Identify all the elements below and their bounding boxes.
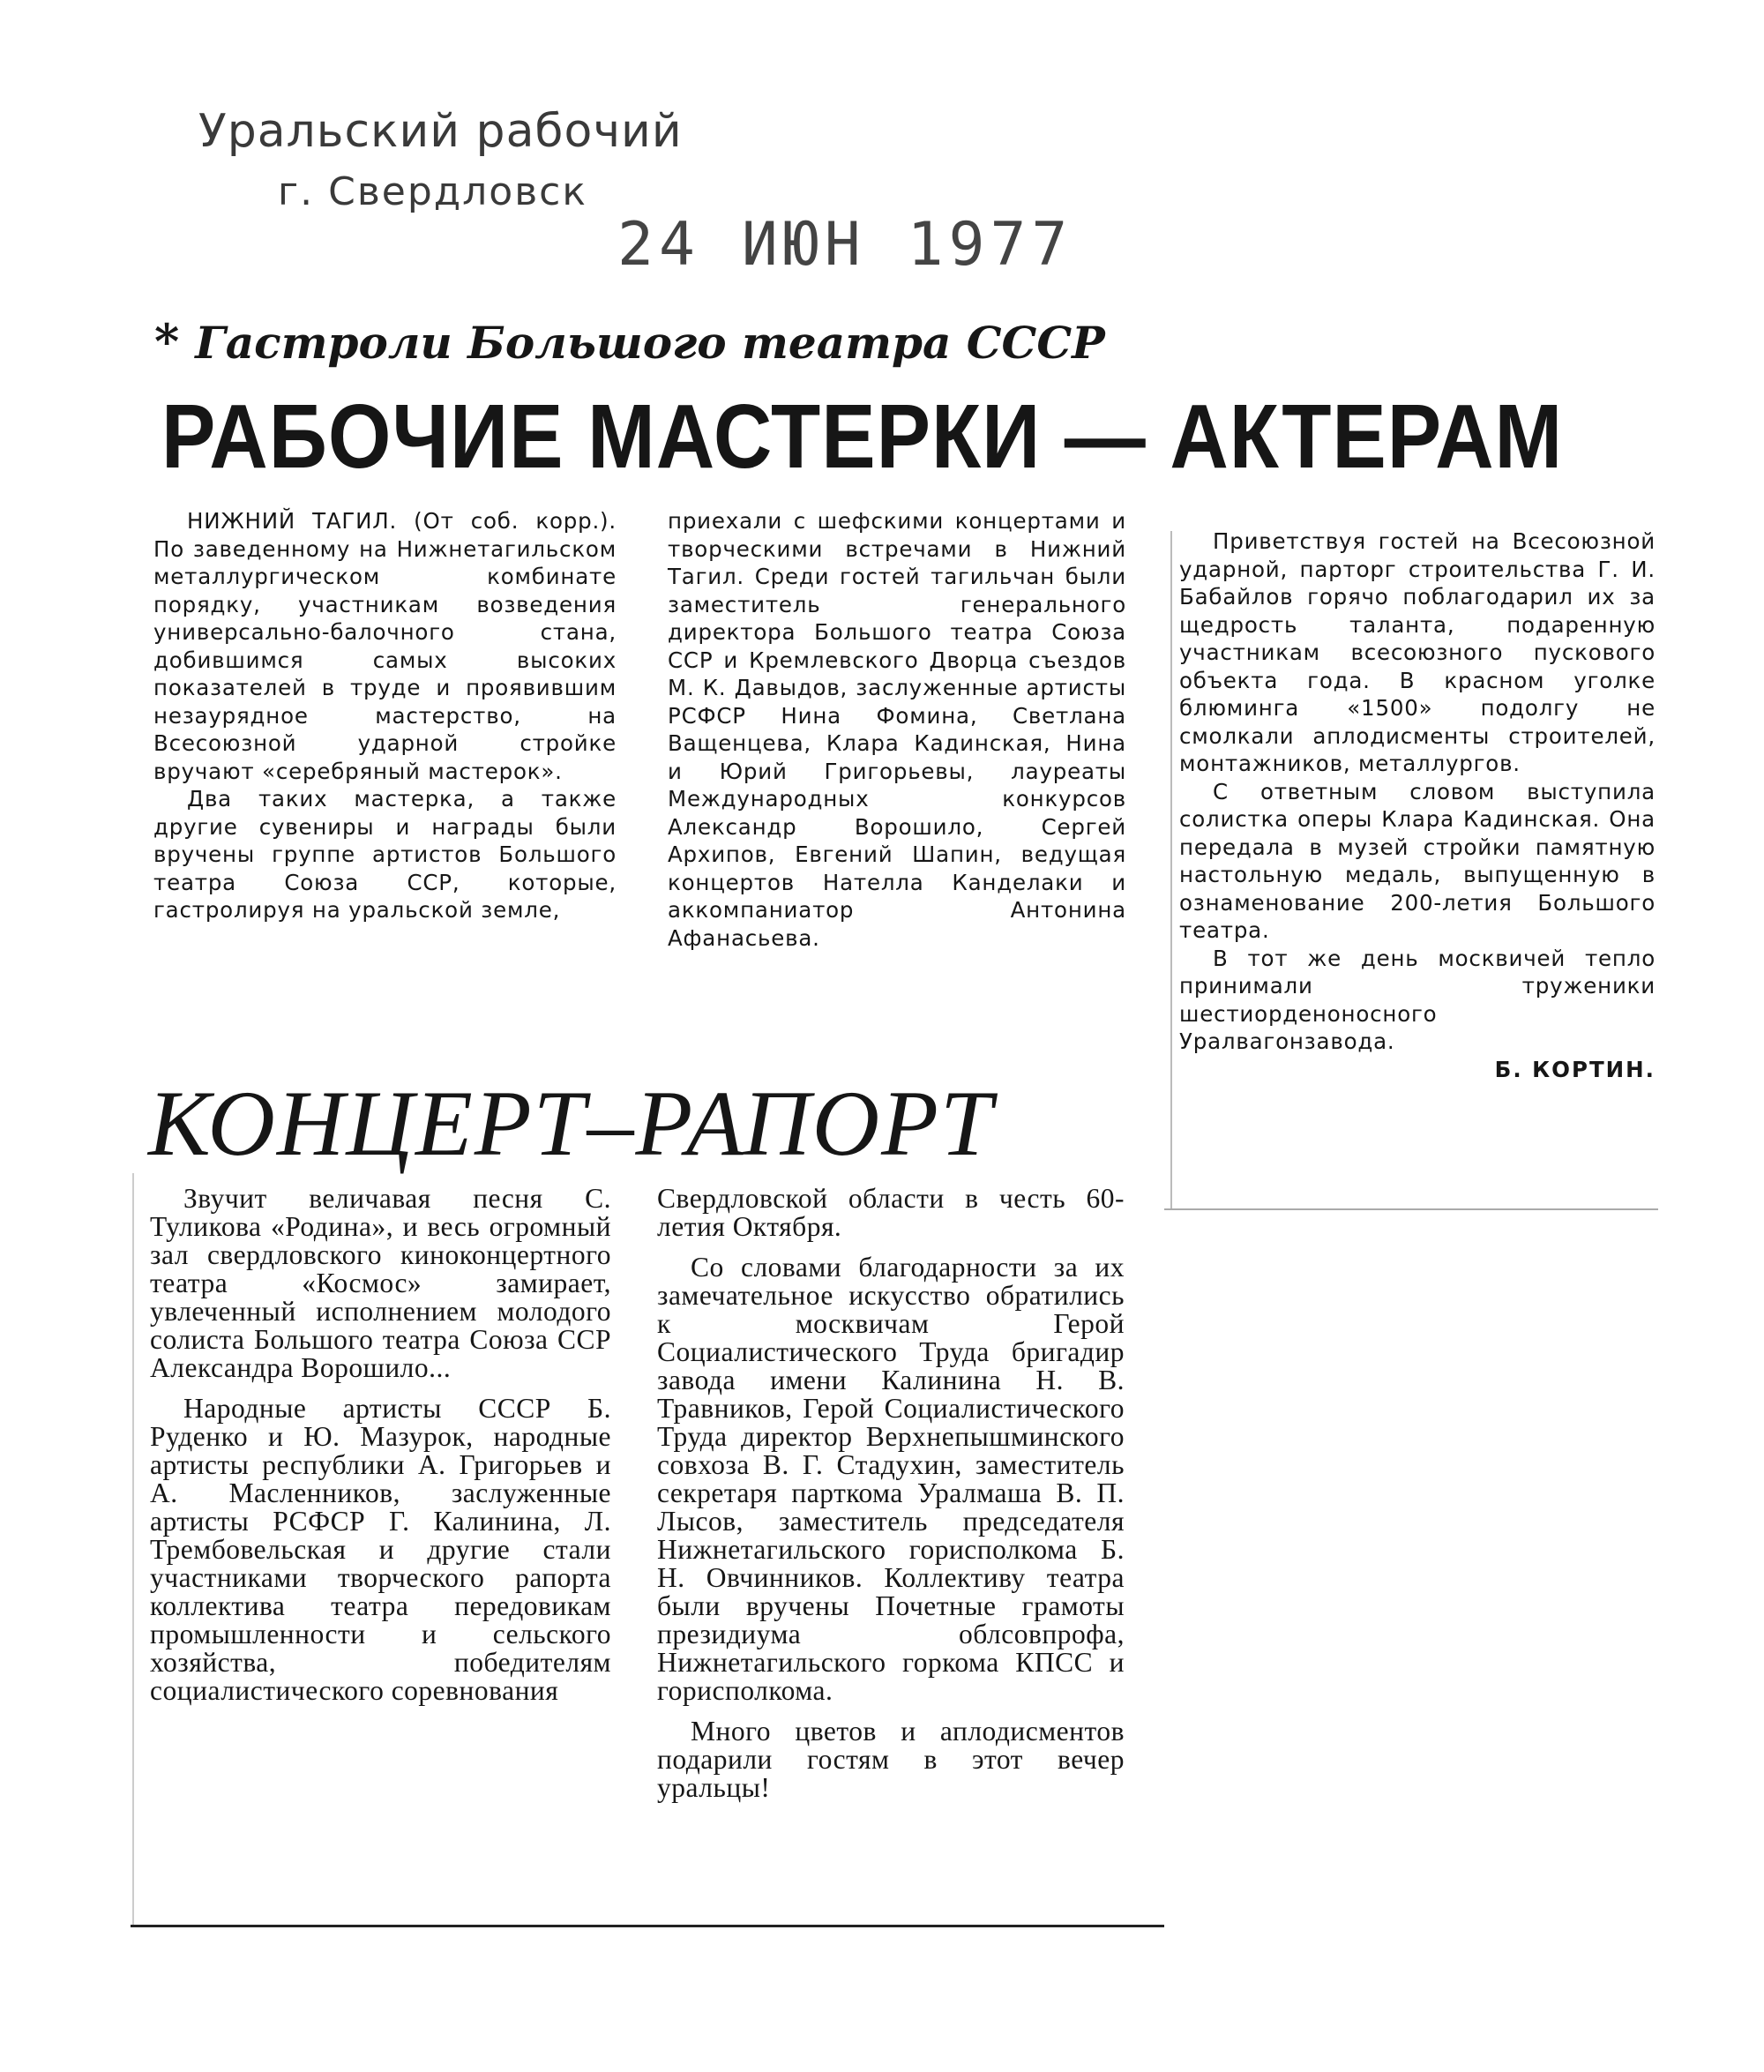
star-icon: * bbox=[154, 313, 180, 370]
paragraph: НИЖНИЙ ТАГИЛ. (От соб. корр.). По заведенному на Нижнетагильском металлургическом комбинате порядку, участникам возведения универсально-балочного стана, добившимся самых высоких показателей в труде и проявившим незаурядное мастерство, на Всесоюзной ударной стройке вручают «серебряный мастерок». bbox=[153, 508, 617, 784]
article1-column-3 bbox=[1179, 527, 1656, 1083]
newspaper-stamp: Уральский рабочий bbox=[198, 105, 683, 158]
clipping-edge bbox=[132, 1173, 134, 1925]
rubric-text: Гастроли Большого театра СССР bbox=[195, 317, 1105, 369]
column-divider bbox=[1170, 531, 1172, 1210]
paragraph: Приветствуя гостей на Всесоюзной ударной, парторг строительства Г. И. Бабайлов горячо поблагодарил их за щедрость таланта, подаренную участникам всесоюзного пускового объекта года. В красном уголке блюминга «1500» подолгу не смолкали аплодисменты строителей, монтажников, металлургов. bbox=[1179, 528, 1656, 776]
paragraph: Народные артисты СССР Б. Руденко и Ю. Мазурок, народные артисты республики А. Григорьев и А. Масленников, заслуженные артисты РСФСР Г. Калинина, Л. Трембовельская и другие стали участниками творческого рапорта коллектива театра передовикам промышленности и сельского хозяйства, победителям социалистического соревнования bbox=[150, 1393, 611, 1706]
paragraph: Много цветов и аплодисментов подарили гостям в этот вечер уральцы! bbox=[657, 1716, 1125, 1803]
date-stamp: 24 ИЮН 1977 bbox=[617, 210, 1073, 280]
second-headline: КОНЦЕРТ–РАПОРТ bbox=[148, 1072, 994, 1175]
article2-column-1 bbox=[150, 1185, 611, 1705]
paragraph: Звучит величавая песня С. Туликова «Родина», и весь огромный зал свердловского киноконцертного театра «Космос» замирает, увлеченный исполнением молодого солиста Большого театра Союза ССР Александра Ворошило... bbox=[150, 1183, 611, 1383]
paragraph: приехали с шефскими концертами и творческими встречами в Нижний Тагил. Среди гостей тагильчан были заместитель генерального директора Большого театра Союза ССР и Кремлевского Дворца съездов М. К. Давыдов, заслуженные артисты РСФСР Нина Фомина, Светлана Ващенцева, Клара Кадинская, Нина и Юрий Григорьевы, лауреаты Международных конкурсов Александр Ворошило, Сергей Архипов, Евгений Шапин, ведущая концертов Нателла Канделаки и аккомпаниатор Антонина Афанасьева. bbox=[668, 508, 1126, 951]
paragraph: В тот же день москвичей тепло принимали труженики шестиорденоносного Уралвагонзавода. bbox=[1179, 945, 1656, 1054]
paragraph: Два таких мастерка, а также другие сувениры и награды были вручены группе артистов Большого театра Союза ССР, которые, гастролируя на уральской земле, bbox=[153, 786, 617, 923]
author-signature: Б. КОРТИН. bbox=[1494, 1056, 1656, 1082]
article1-column-2 bbox=[668, 507, 1126, 952]
headline: РАБОЧИЕ МАСТЕРКИ — АКТЕРАМ bbox=[161, 386, 1564, 488]
paragraph: Со словами благодарности за их замечательное искусство обратились к москвичам Герой Социалистического Труда бригадир завода имени Калинина Н. В. Травников, Герой Социалистического Труда директор Верхнепышминского совхоза В. Г. Стадухин, заместитель секретаря парткома Уралмаша В. П. Лысов, заместитель председателя Нижнетагильского горисполкома Б. Н. Овчинников. Коллективу театра были вручены Почетные грамоты президиума облсовпрофа, Нижнетагильского горкома КПСС и горисполкома. bbox=[657, 1252, 1125, 1706]
article2-column-2 bbox=[657, 1185, 1125, 1802]
column-end-rule bbox=[1164, 1208, 1658, 1210]
paragraph: С ответным словом выступила солистка оперы Клара Кадинская. Она передала в музей стройки памятную настольную медаль, выпущенную в ознаменование 200-летия Большого театра. bbox=[1179, 778, 1656, 943]
rubric bbox=[154, 314, 1105, 370]
bottom-rule bbox=[131, 1925, 1164, 1927]
city-stamp: г. Свердловск bbox=[278, 169, 587, 214]
paragraph: Свердловской области в честь 60-летия Октября. bbox=[657, 1183, 1125, 1242]
article1-column-1 bbox=[153, 507, 617, 924]
